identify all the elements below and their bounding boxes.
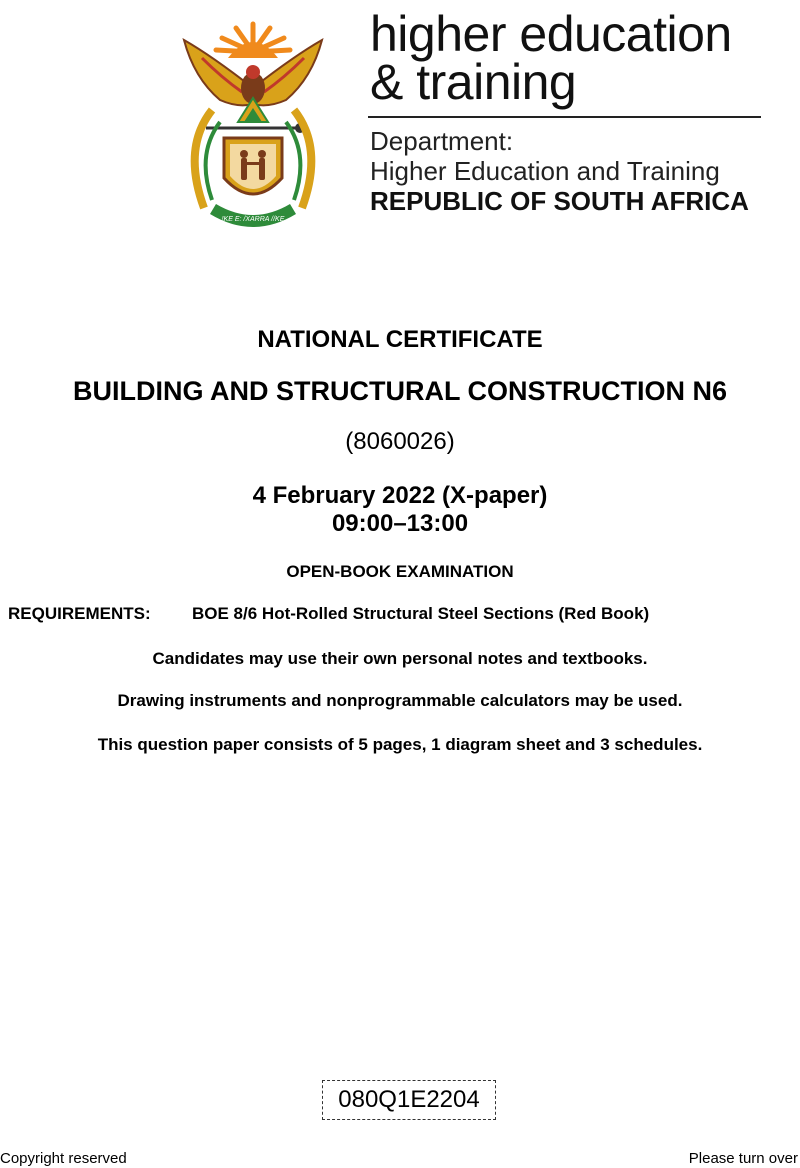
- brand-wordmark: [370, 6, 732, 110]
- requirements-value: BOE 8/6 Hot-Rolled Structural Steel Sections (Red Book): [192, 604, 650, 623]
- exam-time: 09:00–13:00: [331, 510, 469, 537]
- country-name: REPUBLIC OF SOUTH AFRICA: [370, 186, 749, 216]
- brand-line-2: & training: [370, 54, 577, 110]
- header-divider: [368, 116, 761, 118]
- exam-date: 4 February 2022 (X-paper): [252, 482, 548, 509]
- exam-type: OPEN-BOOK EXAMINATION: [286, 562, 514, 581]
- brand-line-1: higher education: [370, 6, 732, 62]
- instruction-note: Candidates may use their own personal notes and textbooks.: [152, 649, 648, 668]
- sun-icon: [216, 24, 290, 58]
- department-label: Department:: [370, 126, 514, 156]
- certificate-title: NATIONAL CERTIFICATE: [257, 326, 543, 353]
- department-block: [370, 126, 749, 216]
- subject-code: (8060026): [345, 428, 455, 455]
- coat-of-arms-logo: [172, 18, 334, 232]
- footer-copyright: Copyright reserved: [0, 1150, 127, 1167]
- instruction-note: This question paper consists of 5 pages, 1 diagram sheet and 3 schedules.: [97, 735, 703, 754]
- svg-text:!KE E: /XARRA //KE: !KE E: /XARRA //KE: [221, 216, 285, 223]
- requirements-row: [8, 604, 649, 624]
- department-name: Higher Education and Training: [370, 156, 720, 186]
- footer-turn-over: Please turn over: [688, 1150, 798, 1167]
- instruction-note: Drawing instruments and nonprogrammable calculators may be used.: [117, 691, 683, 710]
- requirements-label: REQUIREMENTS:: [8, 604, 151, 623]
- subject-title: BUILDING AND STRUCTURAL CONSTRUCTION N6: [73, 376, 727, 406]
- paper-code-box: 080Q1E2204: [322, 1080, 496, 1120]
